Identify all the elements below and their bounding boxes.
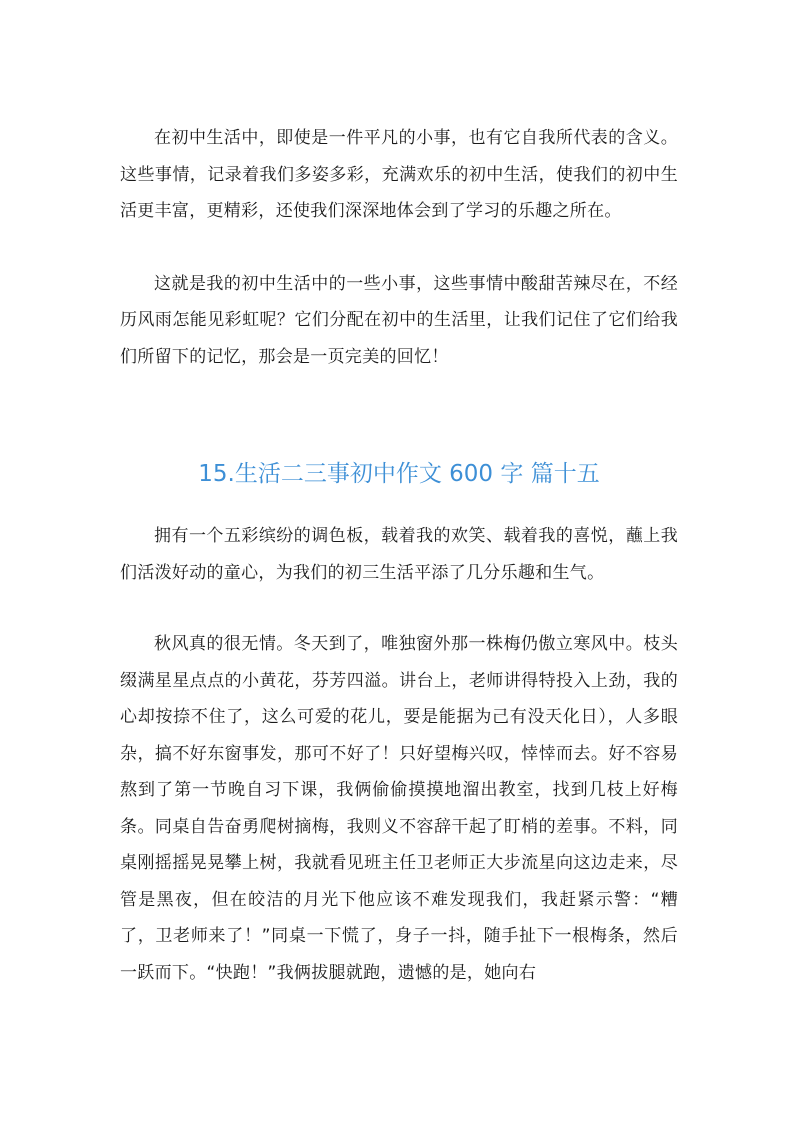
- section-paragraph-2: 秋风真的很无情。冬天到了，唯独窗外那一株梅仍傲立寒风中。枝头缀满星星点点的小黄花，芬芳四溢。讲台上，老师讲得特投入上劲，我的心却按捺不住了，这么可爱的花儿，要是能据为己有没天化日），人多眼杂，搞不好东窗事发，那可不好了！只好望梅兴叹，悻悻而去。好不容易熬到了第一节晚自习下课，我俩偷偷摸摸地溜出教室，找到几枝上好梅条。同桌自告奋勇爬树摘梅，我则义不容辞干起了盯梢的差事。不料，同桌刚摇摇晃晃攀上树，我就看见班主任卫老师正大步流星向这边走来，尽管是黑夜，但在皎洁的月光下他应该不难发现我们，我赶紧示警：“糟了，卫老师来了！”同桌一下慌了，身子一抖，随手扯下一根梅条，然后一跃而下。“快跑！”我俩拔腿就跑，遗憾的是，她向右: [120, 634, 678, 983]
- paragraph-2: 这就是我的初中生活中的一些小事，这些事情中酸甜苦辣尽在，不经历风雨怎能见彩虹呢？它们分配在初中的生活里，让我们记住了它们给我们所留下的记忆，那会是一页完美的回忆！: [120, 273, 678, 367]
- paragraph-1: 在初中生活中，即使是一件平凡的小事，也有它自我所代表的含义。这些事情，记录着我们多姿多彩，充满欢乐的初中生活，使我们的初中生活更丰富，更精彩，还使我们深深地体会到了学习的乐趣之所在。: [120, 128, 678, 221]
- section-paragraph-1: 拥有一个五彩缤纷的调色板，载着我的欢笑、载着我的喜悦，蘸上我们活泼好动的童心，为我们的初三生活平添了几分乐趣和生气。: [120, 526, 678, 583]
- section-heading: 15.生活二三事初中作文 600 字 篇十五: [198, 461, 600, 487]
- document-page: [120, 112, 678, 983]
